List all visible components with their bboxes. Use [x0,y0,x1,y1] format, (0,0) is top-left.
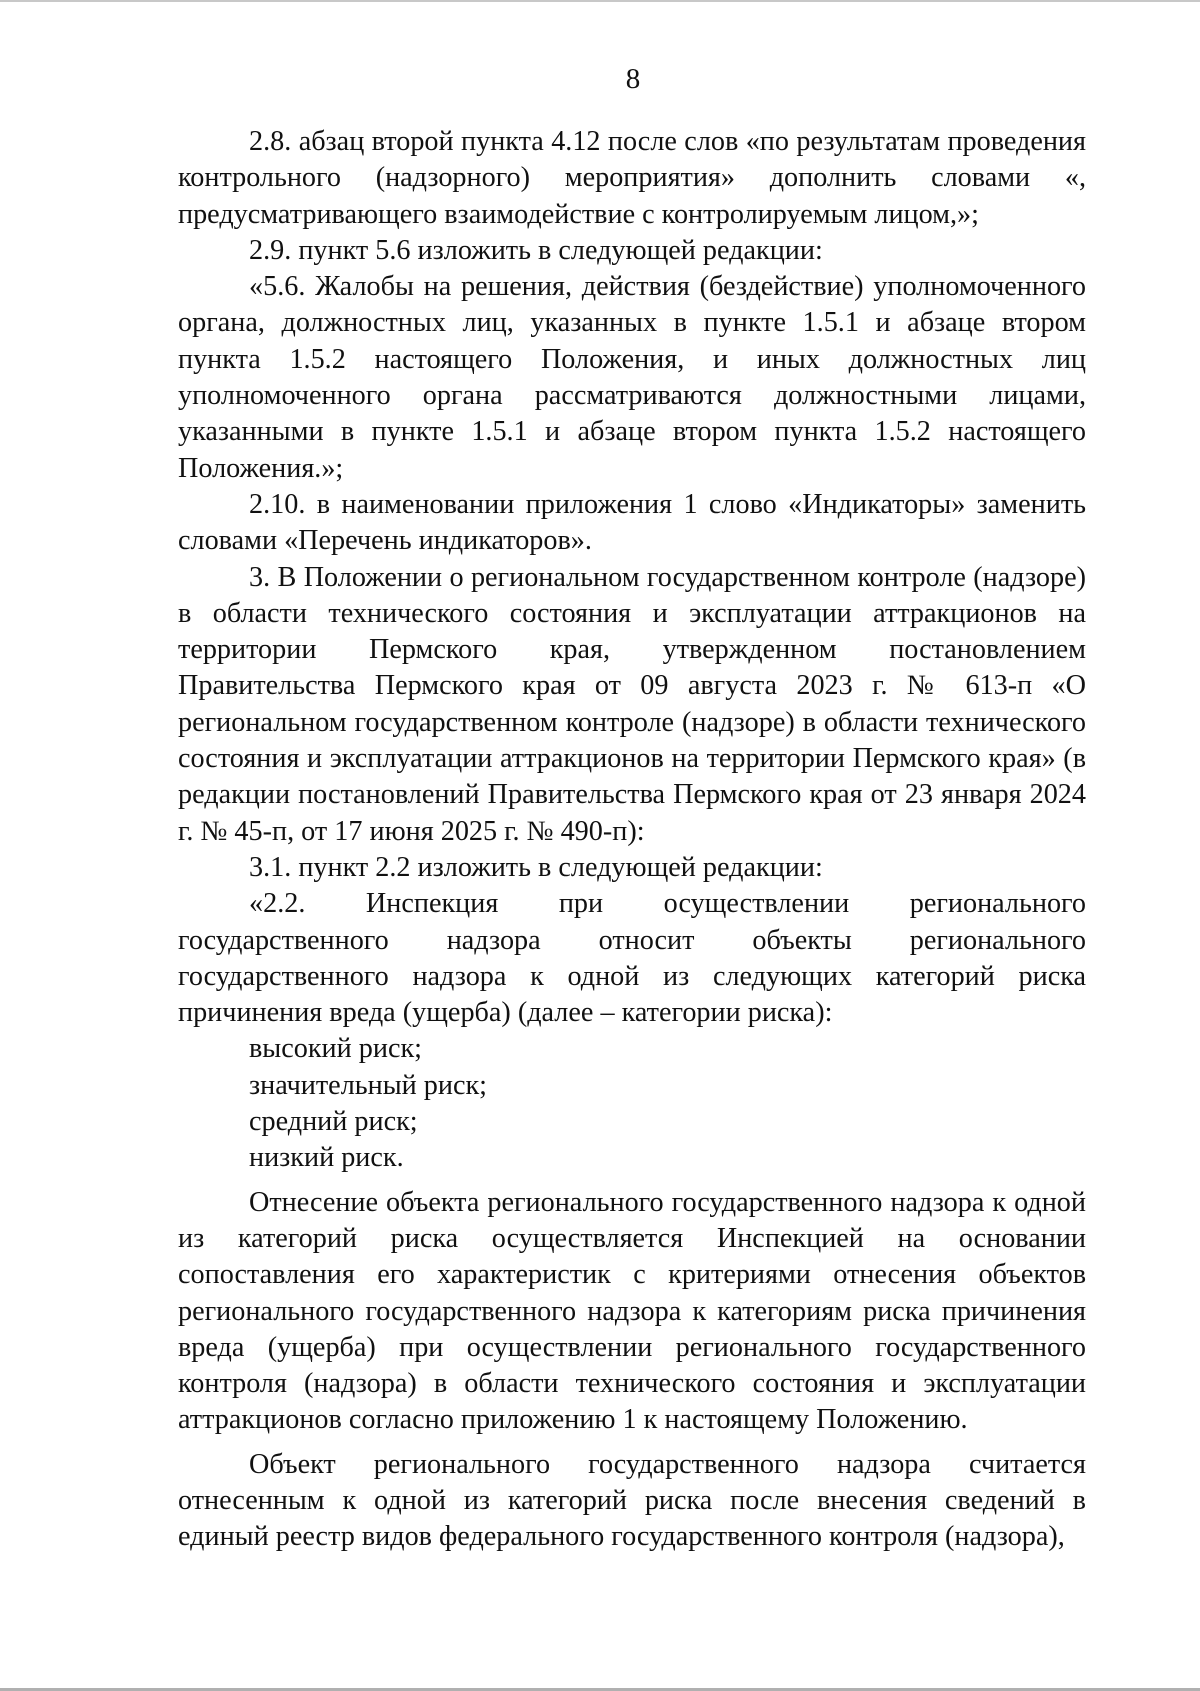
risk-item-low: низкий риск. [249,1142,404,1174]
paragraph-3-1: 3.1. пункт 2.2 изложить в следующей редакции: [249,851,823,883]
scan-top-edge [0,0,1200,2]
page-number: 8 [625,63,641,95]
risk-item-high: высокий риск; [249,1033,422,1065]
paragraph-2-8: 2.8. абзац второй пункта 4.12 после слов «по результатам проведения контрольного (надзорного) мероприятия» дополнить словами «, предусматривающего взаимодействие с контролируемым лицом,»; [178,126,1086,230]
risk-item-medium: средний риск; [249,1106,418,1138]
paragraph-5-6-quote: «5.6. Жалобы на решения, действия (бездействие) уполномоченного органа, должностных лиц, указанных в пункте 1.5.1 и абзаце втором пункта 1.5.2 настоящего Положения, и иных должностных лиц уполномоченного органа рассматриваются должностными лицами, указанными в пункте 1.5.1 и абзаце втором пункта 1.5.2 настоящего Положения.»; [178,271,1086,484]
paragraph-2-2-quote: «2.2. Инспекция при осуществлении регионального государственного надзора относит объекты регионального государственного надзора к одной из следующих категорий риска причинения вреда (ущерба) (далее – категории риска): [178,888,1086,1029]
paragraph-risk-object: Объект регионального государственного надзора считается отнесенным к одной из категорий риска после внесения сведений в единый реестр видов федерального государственного контроля (надзора), [178,1448,1086,1553]
paragraph-2-10: 2.10. в наименовании приложения 1 слово «Индикаторы» заменить словами «Перечень индикаторов». [178,488,1086,557]
paragraph-3: 3. В Положении о региональном государственном контроле (надзоре) в области технического состояния и эксплуатации аттракционов на территории Пермского края, утвержденном постановлением Правительства Пермского края от 09 августа 2023 г. № 613-п «О региональном государственном контроле (надзоре) в области технического состояния и эксплуатации аттракционов на территории Пермского края» (в редакции постановлений Правительства Пермского края от 23 января 2024 г. № 45-п, от 17 июня 2025 г. № 490-п): [178,561,1086,847]
document-body [178,124,1086,1556]
paragraph-2-9: 2.9. пункт 5.6 изложить в следующей редакции: [249,234,823,266]
risk-item-significant: значительный риск; [249,1069,487,1101]
paragraph-risk-assignment: Отнесение объекта регионального государственного надзора к одной из категорий риска осуществляется Инспекцией на основании сопоставления его характеристик с критериями отнесения объектов регионального государственного надзора к категориям риска причинения вреда (ущерба) при осуществлении регионального государственного контроля (надзора) в области технического состояния и эксплуатации аттракционов согласно приложению 1 к настоящему Положению. [178,1186,1086,1436]
